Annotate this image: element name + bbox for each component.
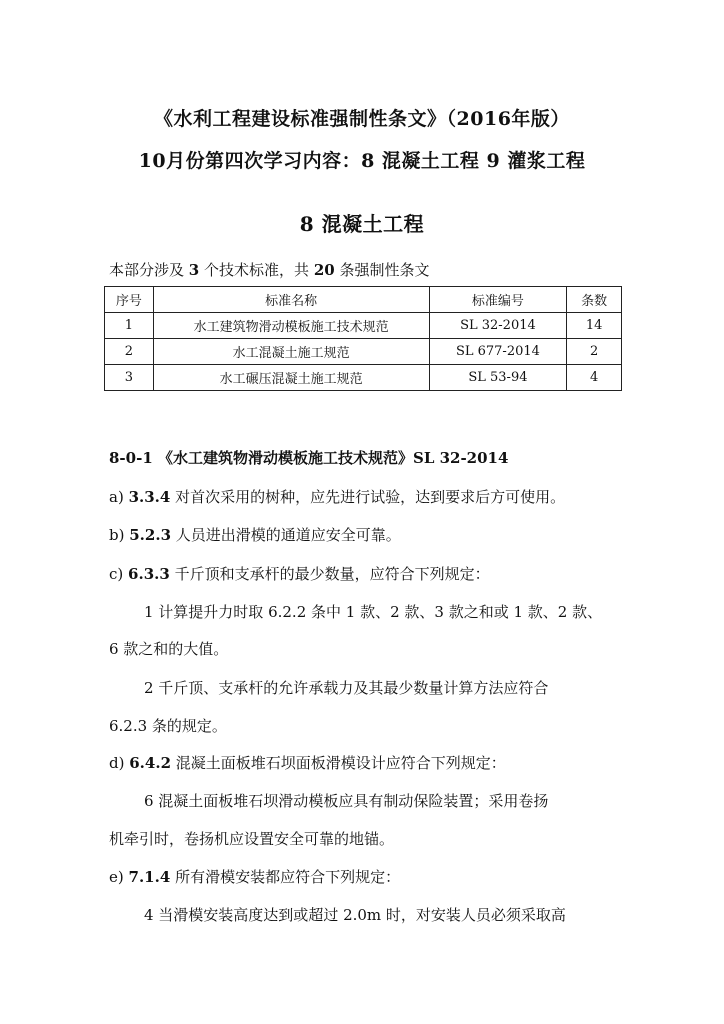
cell-index: 3 [105,365,154,391]
clause-number: 5.2.3 [129,526,172,544]
cell-name: 水工碾压混凝土施工规范 [153,365,429,391]
clause-text: 人员进出滑模的通道应安全可靠。 [175,526,401,544]
standards-table [104,286,622,391]
document-subtitle: 10月份第四次学习内容：8 混凝土工程 9 灌浆工程 [138,150,586,172]
item-label: e) [109,868,124,886]
cell-count: 2 [567,339,622,365]
item-label: b) [109,526,125,544]
cell-code: SL 677-2014 [429,339,567,365]
cell-index: 1 [105,313,154,339]
section-heading: 8 混凝土工程 [299,212,425,236]
table-header-row [105,287,622,313]
intro-std-count: 3 [188,261,200,279]
header-cell-name: 标准名称 [153,287,429,313]
header-cell-index: 序号 [105,287,154,313]
cell-code: SL 53-94 [429,365,567,391]
clause-item [109,866,400,887]
clause-continuation: 6 款之和的大值。 [109,640,229,658]
cell-name: 水工混凝土施工规范 [153,339,429,365]
item-label: a) [109,488,124,506]
table-row [105,339,622,365]
clause-text: 千斤顶和支承杆的最少数量，应符合下列规定： [174,565,490,583]
clause-text: 混凝土面板堆石坝面板滑模设计应符合下列规定： [175,754,506,772]
intro-clause-count: 20 [313,261,335,279]
cell-code: SL 32-2014 [429,313,567,339]
clause-item [109,524,401,545]
clause-number: 6.3.3 [128,565,170,583]
intro-suffix: 条强制性条文 [339,261,430,279]
intro-prefix: 本部分涉及 [109,261,185,279]
item-label: c) [109,565,124,583]
clause-number: 6.4.2 [129,754,172,772]
item-label: d) [109,754,125,772]
clause-item [109,563,490,584]
clause-subitem: 4 当滑模安装高度达到或超过 2.0m 时，对安装人员必须采取高 [144,906,566,924]
clause-subitem: 1 计算提升力时取 6.2.2 条中 1 款、2 款、3 款之和或 1 款、2 款、 [144,603,603,621]
clause-item [109,752,506,773]
header-cell-code: 标准编号 [429,287,567,313]
table-row [105,313,622,339]
cell-name: 水工建筑物滑动模板施工技术规范 [153,313,429,339]
subsection-title: 8-0-1 《水工建筑物滑动模板施工技术规范》SL 32-2014 [109,449,509,467]
cell-count: 14 [567,313,622,339]
clause-continuation: 机牵引时，卷扬机应设置安全可靠的地锚。 [109,830,395,848]
clause-subitem: 2 千斤顶、支承杆的允许承载力及其最少数量计算方法应符合 [144,679,549,697]
clause-continuation: 6.2.3 条的规定。 [109,717,227,735]
clause-item [109,486,565,507]
clause-number: 3.3.4 [128,488,171,506]
document-title: 《水利工程建设标准强制性条文》（2016年版） [154,108,570,130]
cell-count: 4 [567,365,622,391]
clause-text: 所有滑模安装都应符合下列规定： [175,868,401,886]
clause-text: 对首次采用的树种，应先进行试验，达到要求后方可使用。 [175,488,566,506]
intro-middle: 个技术标准，共 [204,261,310,279]
cell-index: 2 [105,339,154,365]
clause-subitem: 6 混凝土面板堆石坝滑动模板应具有制动保险装置；采用卷扬 [144,792,549,810]
intro-paragraph [109,259,429,280]
header-cell-count: 条数 [567,287,622,313]
table-row [105,365,622,391]
clause-number: 7.1.4 [128,868,171,886]
